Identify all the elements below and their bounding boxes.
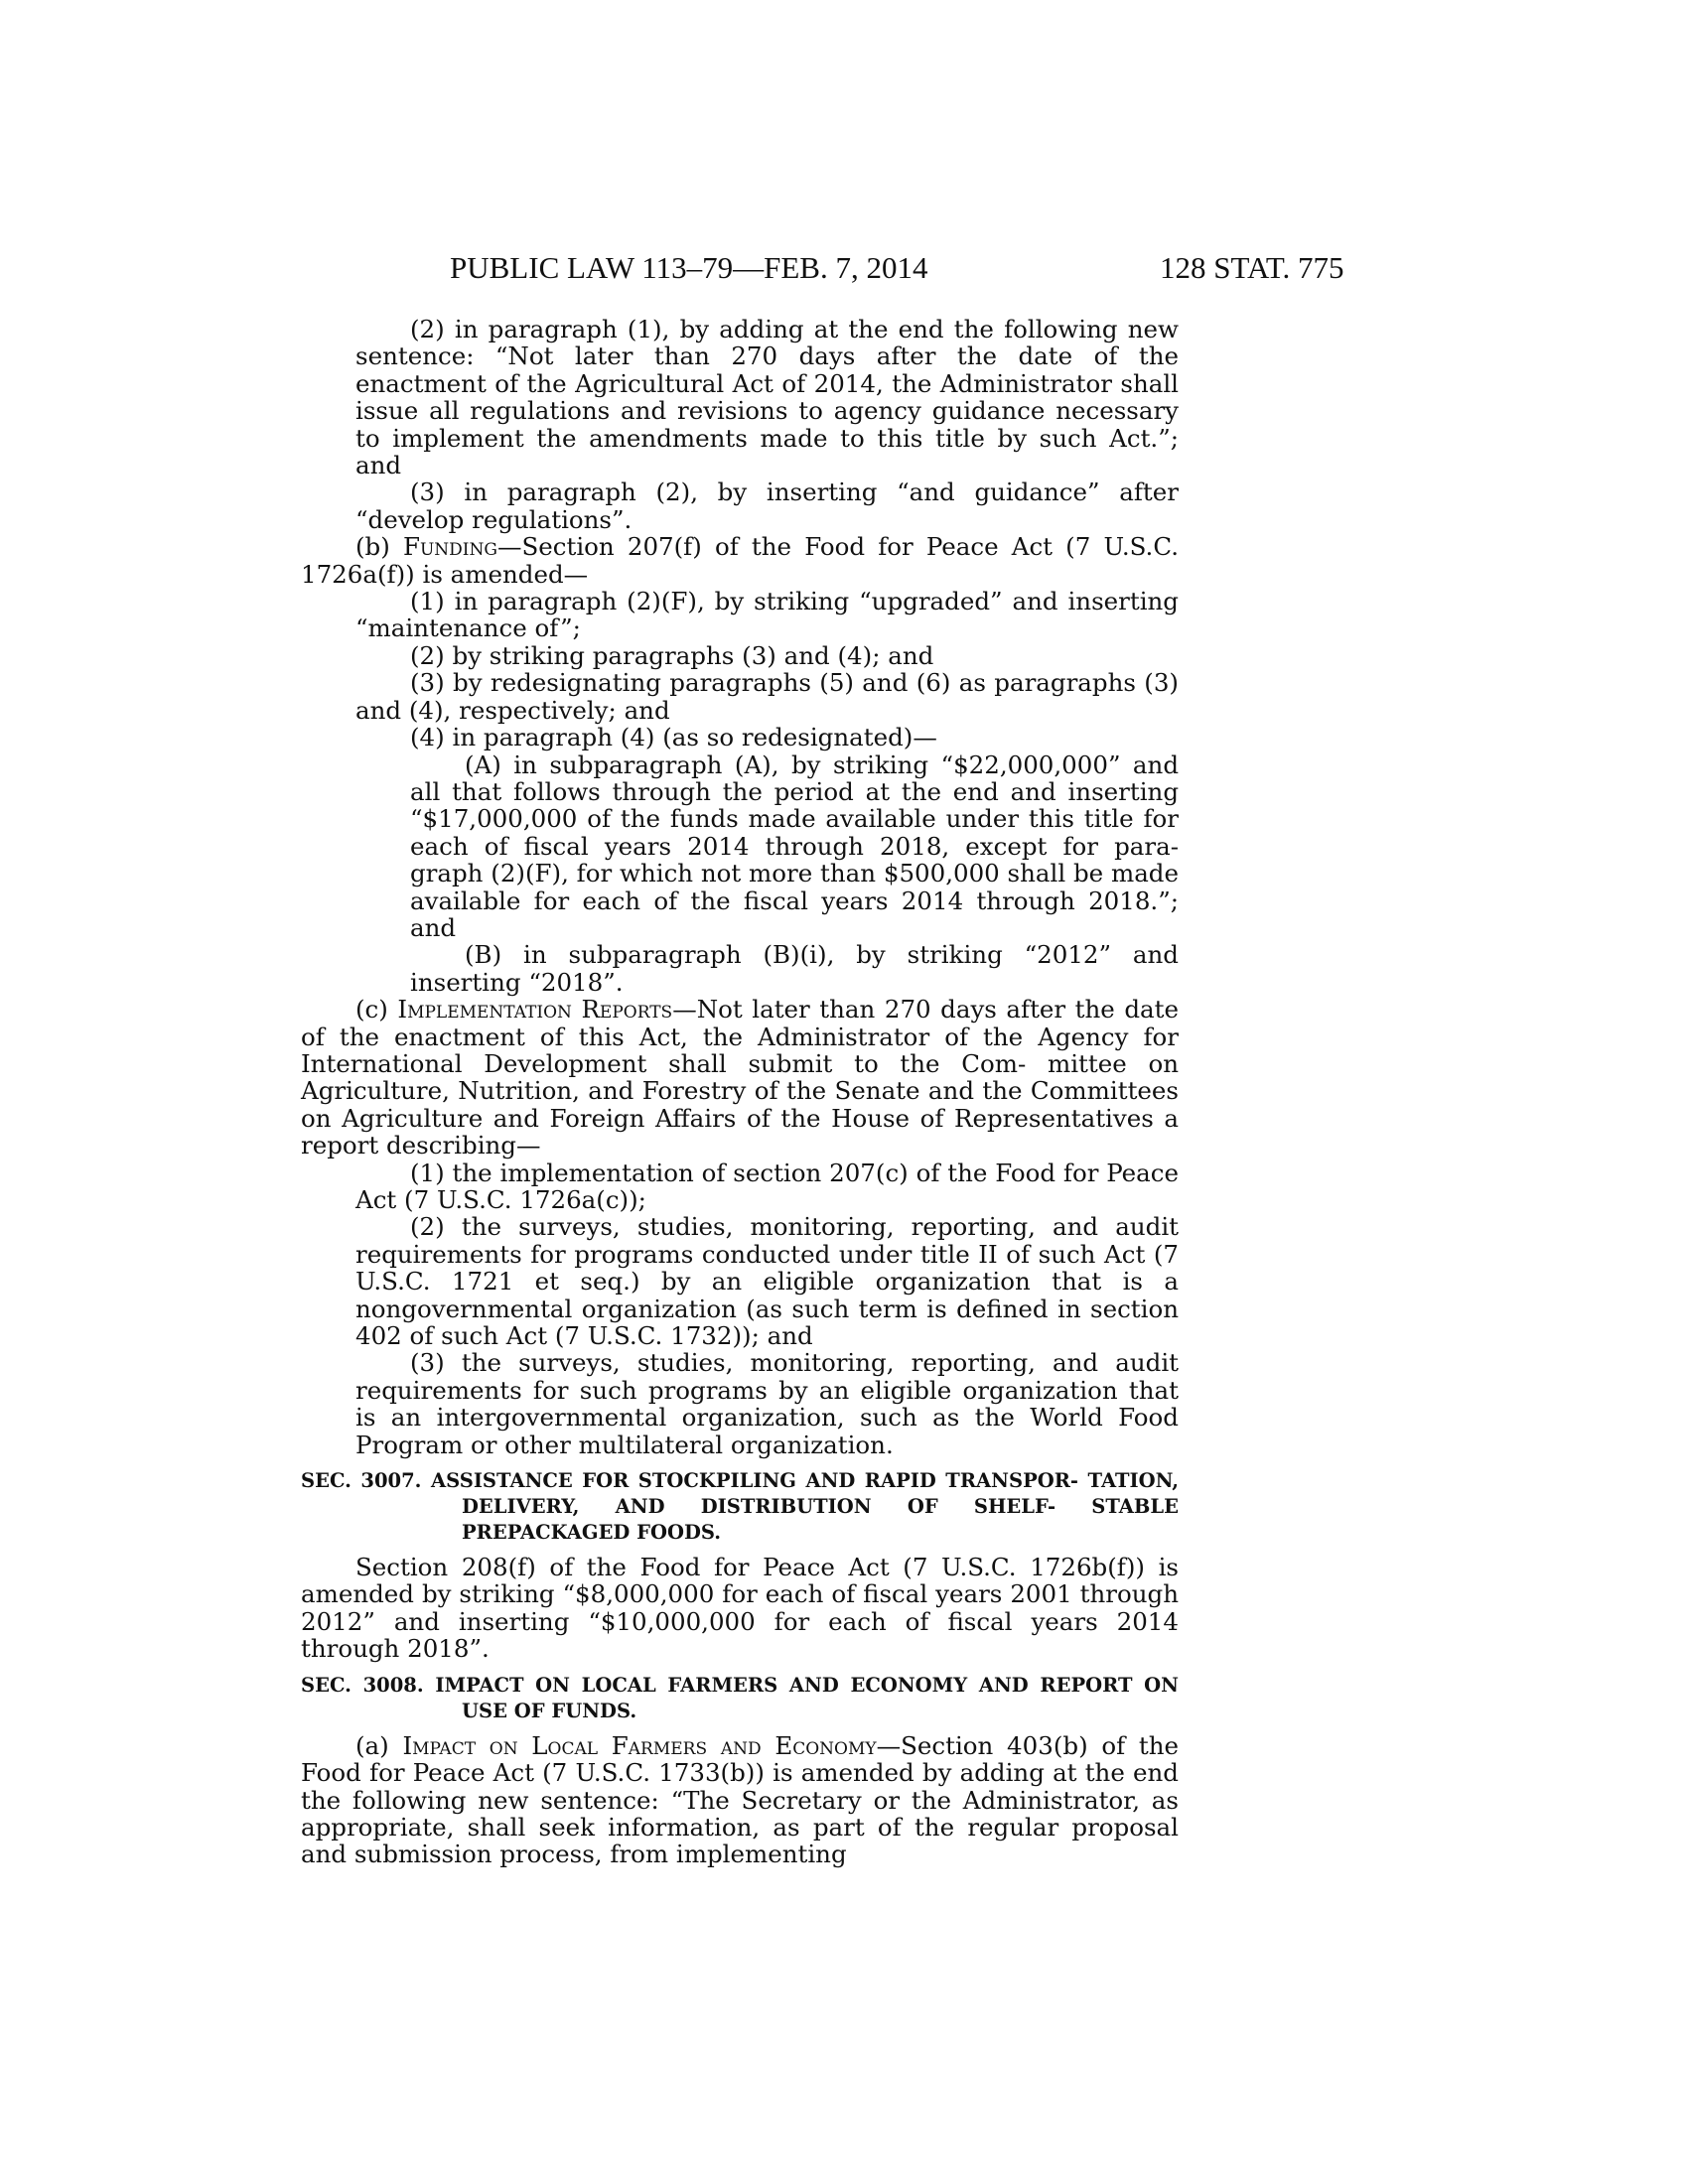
paragraph-b1: (1) in paragraph (2)(F), by striking “upgraded” and inserting “maintenance of”; <box>355 587 1179 643</box>
paragraph-b3: (3) by redesignating paragraphs (5) and (6) as paragraphs (3) and (4), respectively; and <box>355 668 1179 725</box>
subsection-b-funding <box>301 533 1179 588</box>
statute-page-number: 128 STAT. 775 <box>1160 250 1344 285</box>
paragraph-a3: (3) in paragraph (2), by inserting “and guidance” after “develop regulations”. <box>355 478 1179 534</box>
section-3008-heading: SEC. 3008. IMPACT ON LOCAL FARMERS AND ECONOMY AND REPORT ON USE OF FUNDS. <box>301 1673 1179 1722</box>
subsection-b-caption: Funding <box>402 532 497 562</box>
paragraph-c2: (2) the surveys, studies, monitoring, reporting, and audit requirements for programs conducted under title II of such Act (7 U.S.C. 1721 et seq.) by an eligible organization that is a nongovernmental organization (as such term is defined in section 402 of such Act (7 U.S.C. 1732)); and <box>355 1212 1179 1351</box>
paragraph-c3: (3) the surveys, studies, monitoring, reporting, and audit requirements for such programs by an eligible organization that is an intergovernmental organization, such as the World Food Program or other multilateral organization. <box>355 1348 1179 1459</box>
public-law-citation: PUBLIC LAW 113–79—FEB. 7, 2014 <box>450 250 928 285</box>
paragraph-b2: (2) by striking paragraphs (3) and (4); and <box>410 640 934 670</box>
subsection-c-label: (c) <box>355 995 398 1024</box>
running-header <box>301 248 1344 288</box>
subsection-a-text: —Section 403(b) of the Food for Peace Act (7 U.S.C. 1733(b)) is amended by adding at the end the following new sentence: “The Secretary or the Administrator, as appropriate, shall seek information, as part of the regular proposal and submission process, from implementing <box>301 1730 1179 1869</box>
section-3007-heading: SEC. 3007. ASSISTANCE FOR STOCKPILING AND RAPID TRANSPOR- TATION, DELIVERY, AND DISTRIBUTION OF SHELF- STABLE PREPACKAGED FOODS. <box>301 1469 1179 1545</box>
subsection-c-implementation-reports <box>301 996 1179 1159</box>
subsection-a-label: (a) <box>355 1730 403 1760</box>
subsection-c-caption: Implementation Reports <box>397 995 673 1024</box>
subsection-b-text: —Section 207(f) of the Food for Peace Act (7 U.S.C. 1726a(f)) is amended— <box>301 532 1180 589</box>
paragraph-a2: (2) in paragraph (1), by adding at the end the following new sentence: “Not later than 270 days after the date of the enactment of the Agricultural Act of 2014, the Administrator shall issue all regulations and revisions to agency guidance necessary to implement the amendments made to this title by such Act.”; and <box>355 315 1179 480</box>
paragraph-c1: (1) the implementation of section 207(c) of the Food for Peace Act (7 U.S.C. 1726a(c)); <box>355 1158 1179 1214</box>
subparagraph-b4-b: (B) in subparagraph (B)(i), by striking “2012” and inserting “2018”. <box>410 940 1179 997</box>
subparagraph-b4-a: (A) in subparagraph (A), by striking “$22,000,000” and all that follows through the period at the end and inserting “$17,000,000 of the funds made available under this title for each of fiscal years 2014 through 2018, except for para- graph (2)(F), for which not more than $500,000 shall be made available for each of the fiscal years 2014 through 2018.”; and <box>410 750 1179 942</box>
paragraph-b4: (4) in paragraph (4) (as so redesignated)— <box>410 723 937 752</box>
document-page <box>301 248 1344 1869</box>
document-body <box>301 316 1179 1868</box>
subsection-c-text: —Not later than 270 days after the date of the enactment of this Act, the Administrator of the Agency for International Development shall submit to the Com- mittee on Agriculture, Nutrition, and Forestry of the Senate and the Committees on Agriculture and Foreign Affairs of the House of Representatives a report describing— <box>301 995 1179 1160</box>
subsection-b-label: (b) <box>355 532 403 562</box>
section-3007-text: Section 208(f) of the Food for Peace Act (7 U.S.C. 1726b(f)) is amended by striking “$8,000,000 for each of fiscal years 2001 through 2012” and inserting “$10,000,000 for each of fiscal years 2014 through 2018”. <box>301 1553 1179 1664</box>
subsection-a-impact <box>301 1732 1179 1868</box>
subsection-a-caption: Impact on Local Farmers and Economy <box>402 1730 877 1760</box>
